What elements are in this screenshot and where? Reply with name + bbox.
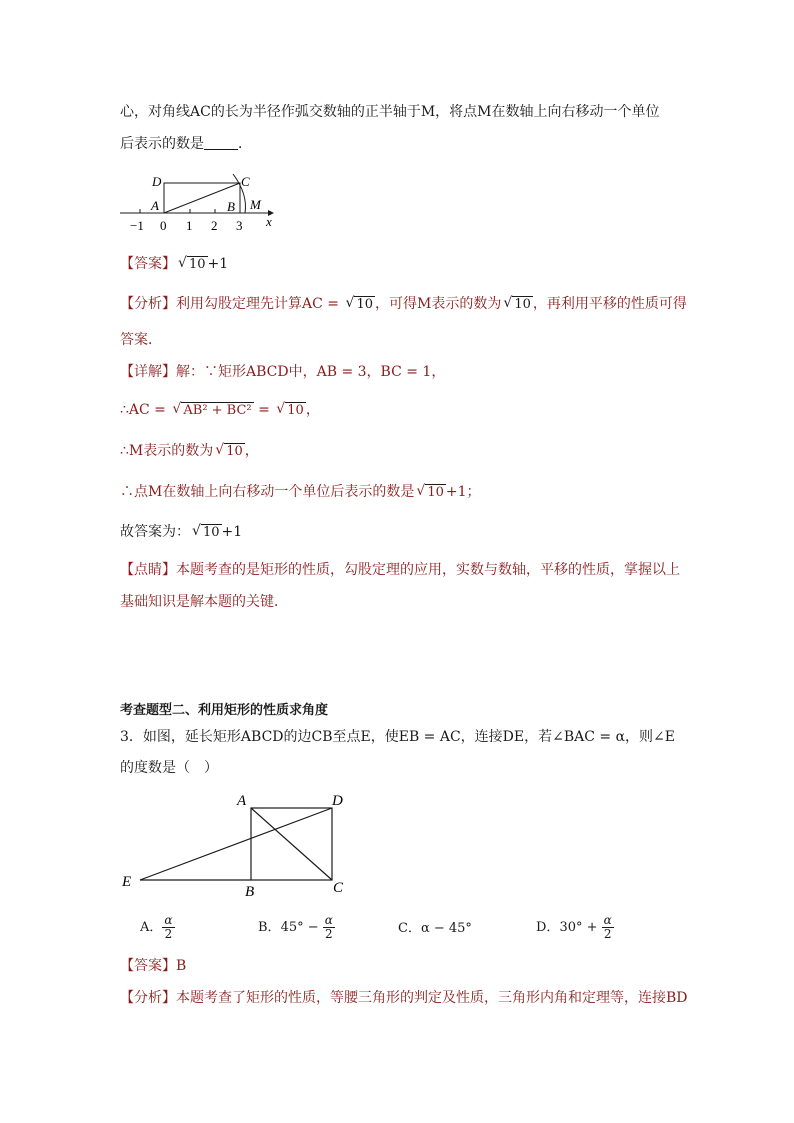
comment-tag: 【点睛】 — [120, 562, 176, 578]
label-A: A — [237, 793, 247, 809]
number-line-figure — [118, 166, 288, 236]
q2-detail-line4: ∴点M在数轴上向右移动一个单位后表示的数是 √ 10 +1； — [120, 483, 481, 500]
label-C: C — [241, 174, 250, 189]
q2-detail-line3: ∴M表示的数为 √ 10 ， — [120, 442, 259, 459]
rectangle-figure — [118, 788, 358, 898]
q2-comment-line2: 基础知识是解本题的关键． — [120, 594, 288, 610]
tick-label-3: 3 — [236, 218, 243, 233]
q2-line2: 后表示的数是 ． — [120, 136, 252, 152]
answer-tail: +1 — [207, 256, 229, 272]
label-C: C — [333, 880, 344, 896]
label-D: D — [152, 174, 162, 189]
q3-answer: 【答案】B — [120, 958, 187, 974]
option-a[interactable]: A． $\frac{\alpha}{2}$ — [140, 913, 173, 941]
q3-analysis: 【分析】本题考查了矩形的性质，等腰三角形的判定及性质，三角形内角和定理等，连接BD — [120, 990, 688, 1006]
answer-tag: 【答案】 — [120, 256, 176, 272]
label-M: M — [250, 197, 261, 212]
q2-answer — [120, 254, 228, 275]
analysis-tag: 【分析】 — [120, 296, 176, 312]
q2-line1: 心，对角线AC的长为半径作弧交数轴的正半轴于M，将点M在数轴上向右移动一个单位 — [120, 104, 660, 120]
q2-analysis-line2: 答案． — [120, 332, 162, 348]
answer-blank — [204, 135, 238, 150]
label-D: D — [332, 793, 343, 809]
q2-line2-text: 后表示的数是 — [120, 136, 204, 152]
q2-detail-line1: 【详解】解：∵矩形ABCD中，AB = 3，BC = 1， — [120, 364, 446, 380]
q2-analysis-line1: 【分析】利用勾股定理先计算AC = √ 10 ，可得M表示的数为 √ 10 ，再利用平移的性质可得 — [120, 295, 687, 312]
section-title: 考查题型二、利用矩形的性质求角度 — [120, 703, 329, 718]
label-B: B — [245, 884, 255, 900]
option-d[interactable]: D．30° + $\frac{\alpha}{2}$ — [536, 913, 612, 941]
q2-final-answer: 故答案为： √ 10 +1 — [120, 523, 243, 540]
detail-tag: 【详解】 — [120, 364, 176, 380]
label-x: x — [266, 214, 272, 229]
q3-line1: 3．如图，延长矩形ABCD的边CB至点E，使EB = AC，连接DE，若∠BAC = α，则∠E — [120, 729, 676, 745]
tick-label-neg1: −1 — [130, 218, 144, 233]
answer-sqrt: √ 10 — [178, 255, 206, 272]
tick-label-1: 1 — [186, 218, 193, 233]
option-b[interactable]: B．45° − $\frac{\alpha}{2}$ — [258, 913, 333, 941]
label-E: E — [122, 874, 132, 890]
label-A: A — [151, 198, 159, 213]
q2-detail-line2: ∴AC = √ AB² + BC² = √ 10 ， — [120, 401, 320, 418]
label-B: B — [227, 199, 235, 214]
option-c[interactable]: C．α − 45° — [398, 921, 472, 936]
tick-label-0: 0 — [160, 218, 167, 233]
q3-line2: 的度数是（ ） — [120, 760, 218, 776]
q2-comment-line1: 【点睛】本题考查的是矩形的性质，勾股定理的应用，实数与数轴，平移的性质，掌握以上 — [120, 562, 680, 578]
tick-label-2: 2 — [211, 218, 218, 233]
